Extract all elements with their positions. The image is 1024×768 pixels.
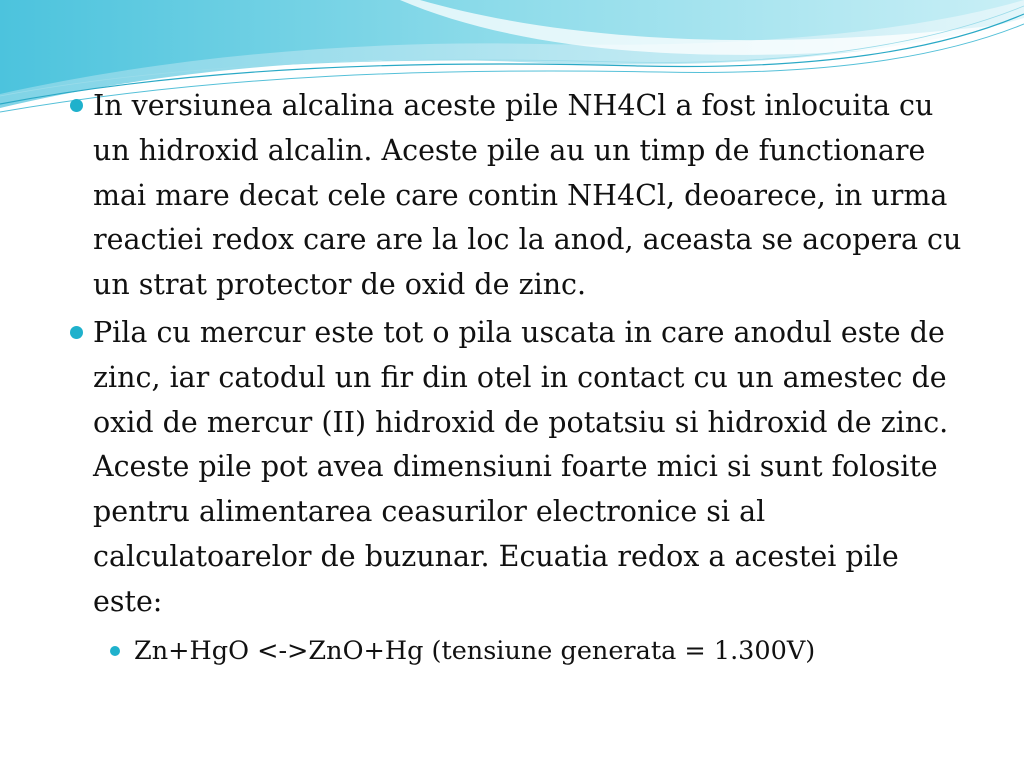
bullet-mercury <box>70 311 970 625</box>
bullet-alkaline <box>70 84 970 308</box>
bullet-dot-icon <box>70 99 83 112</box>
bullet-text: In versiunea alcalina aceste pile NH4Cl a fost inlocuita cu un hidroxid alcalin. Aceste pile au un timp de functionare mai mare decat cele care contin NH4Cl, deoarece, in urma reactiei redox care are la loc la anod, aceasta se acopera cu un strat protector de oxid de zinc. <box>93 89 962 302</box>
slide-body <box>70 84 970 671</box>
sub-bullet-equation <box>110 631 970 671</box>
sub-bullet-text: Zn+HgO <->ZnO+Hg (tensiune generata = 1.300V) <box>134 635 816 666</box>
sub-bullet-dot-icon <box>110 646 120 656</box>
bullet-dot-icon <box>70 326 83 339</box>
bullet-text: Pila cu mercur este tot o pila uscata in care anodul este de zinc, iar catodul un fir din otel in contact cu un amestec de oxid de mercur (II) hidroxid de potatsiu si hidroxid de zinc. Aceste pile pot avea dimensiuni foarte mici si sunt folosite pentru alimentarea ceasurilor electronice si al calculatoarelor de buzunar. Ecuatia redox a acestei pile este: <box>93 315 949 618</box>
